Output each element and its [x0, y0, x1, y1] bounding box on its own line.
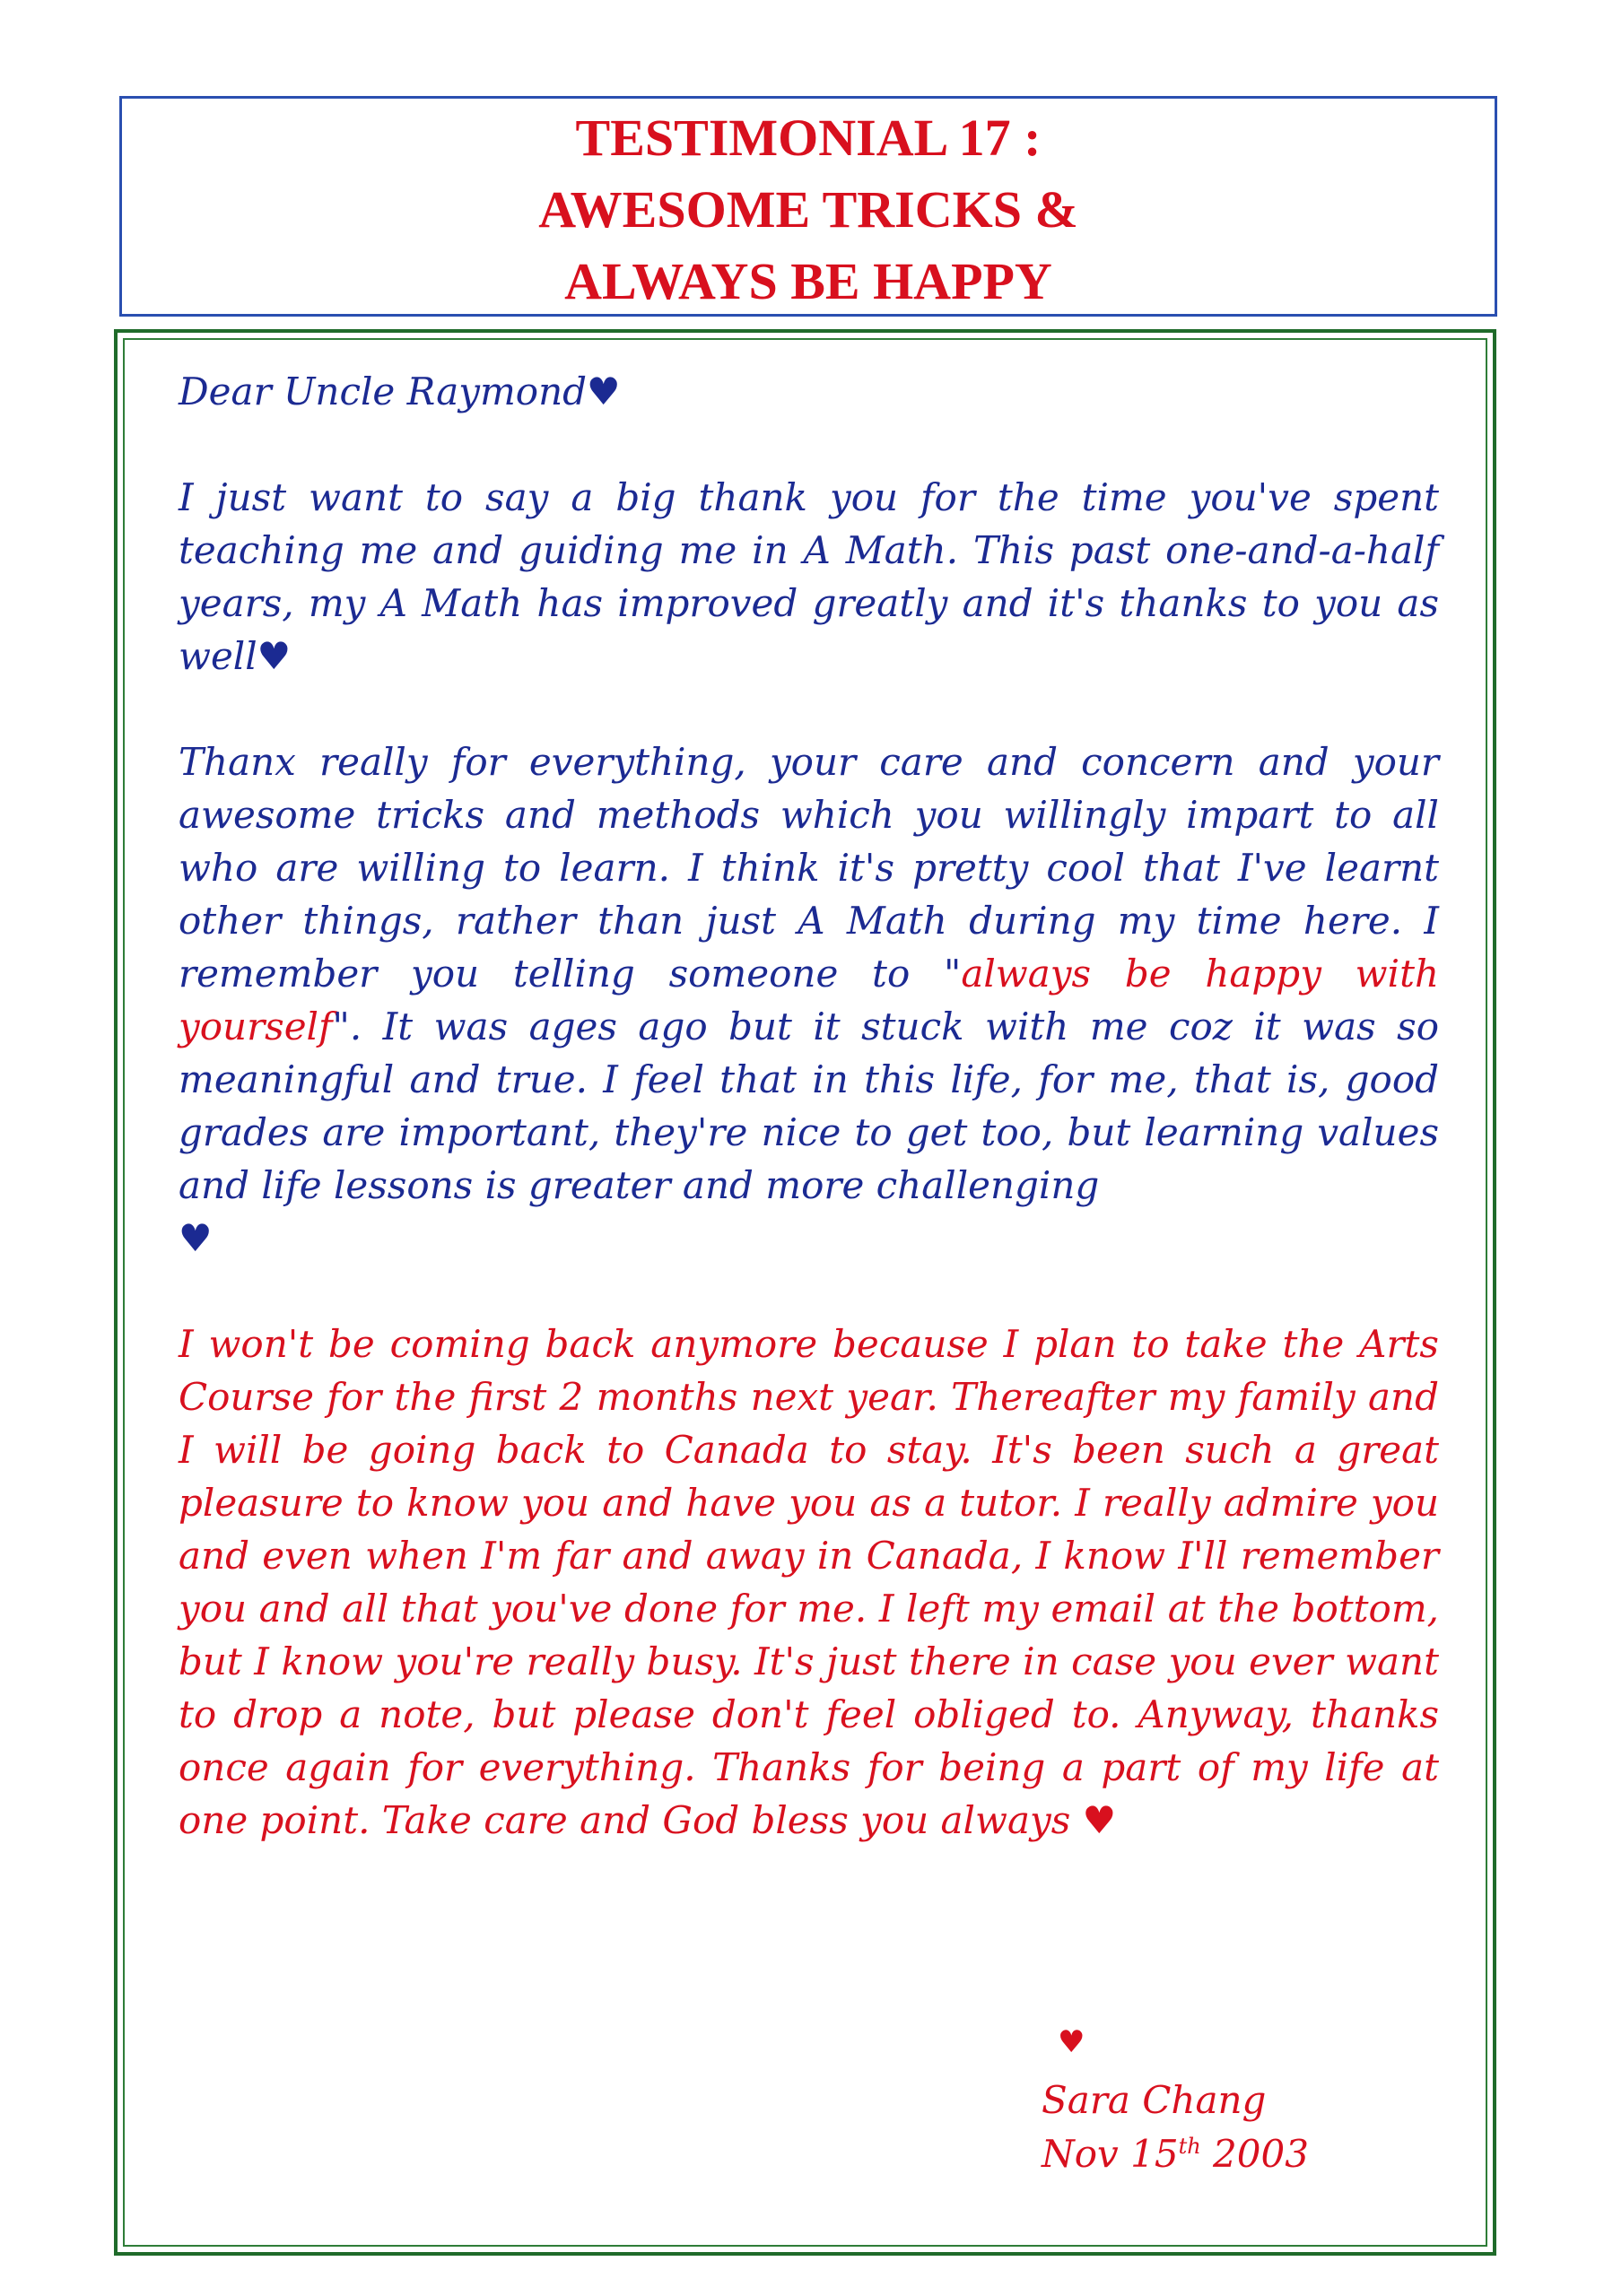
paragraph-2 — [179, 735, 1439, 1265]
signature-date — [1042, 2127, 1309, 2181]
heart-icon: ♥ — [257, 634, 292, 678]
heart-icon: ♥ — [1082, 1798, 1117, 1842]
title-line-3: ALWAYS BE HAPPY — [564, 252, 1052, 310]
letter-frame — [114, 329, 1496, 2256]
signature-heart-icon: ♥ — [1058, 2024, 1085, 2060]
letter-inner-border — [123, 338, 1487, 2247]
date-prefix: Nov 15 — [1042, 2132, 1179, 2176]
paragraph-2-text-a: Thanx really for everything, your care and concern and your awesome tricks and methods which you willingly impart to all who are willing to learn. I think it's pretty cool that I've learnt other things, rather than just A Math during my time here. I remember you telling someone to " — [179, 740, 1439, 996]
heart-icon: ♥ — [179, 1216, 213, 1260]
paragraph-2-text-b: ". It was ages ago but it stuck with me coz it was so meaningful and true. I feel that in this life, for me, that is, good grades are important, they're nice to get too, but learning values and life lessons is greater and more challenging — [179, 1004, 1439, 1207]
date-suffix: th — [1178, 2134, 1201, 2159]
heart-icon: ♥ — [587, 370, 621, 413]
letter-body — [179, 365, 1439, 1847]
salutation-text: Dear Uncle Raymond — [179, 370, 588, 413]
title-box — [119, 96, 1497, 317]
title-line-2: AWESOME TRICKS & — [538, 180, 1078, 239]
signature-block — [1042, 2074, 1309, 2181]
paragraph-3 — [179, 1318, 1439, 1847]
salutation — [179, 365, 1439, 418]
highlighted-quote: always be happy with yourself — [179, 952, 1439, 1048]
date-year: 2003 — [1200, 2132, 1309, 2176]
signature-name: Sara Chang — [1042, 2078, 1267, 2122]
title-line-1: TESTIMONIAL 17 : — [575, 109, 1042, 167]
paragraph-1-text: I just want to say a big thank you for the time you've spent teaching me and guiding me in A Math. This past one-and-a-half years, my A Math has improved greatly and it's thanks to you as well — [179, 475, 1439, 678]
paragraph-3-text: I won't be coming back anymore because I plan to take the Arts Course for the first 2 months next year. Thereafter my family and I will be going back to Canada to stay. It's been such a great pleasure to know you and have you as a tutor. I really admire you and even when I'm far and away in Canada, I know I'll remember you and all that you've done for me. I left my email at the bottom, but I know you're really busy. It's just there in case you ever want to drop a note, but please don't feel obliged to. Anyway, thanks once again for everything. Thanks for being a part of my life at one point. Take care and God bless you always — [179, 1322, 1439, 1842]
paragraph-1 — [179, 471, 1439, 683]
